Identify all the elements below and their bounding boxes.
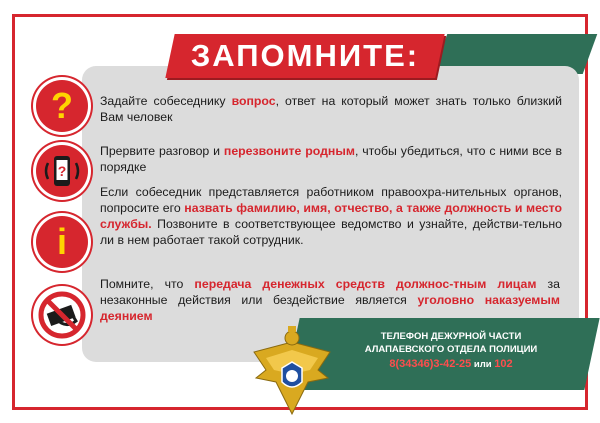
hotline-line2: АЛАПАЕВСКОГО ОТДЕЛА ПОЛИЦИИ — [364, 344, 538, 355]
tip-question-text: Задайте собеседнику — [100, 94, 232, 108]
question-glyph: ? — [51, 85, 73, 126]
tip-police-highlight: назвать фамилию, имя, отчество, а также должность и место службы. — [100, 201, 562, 231]
tip-bribery-text-2: за незаконные действия или бездействие является — [100, 277, 560, 307]
hotline-line1: ТЕЛЕФОН ДЕЖУРНОЙ ЧАСТИ — [380, 331, 522, 342]
tip-bribery — [100, 276, 560, 324]
tip-police-text: Если собеседник представляется работником правоохра-нительных органов, попросите его — [100, 185, 562, 215]
tip-police-check — [100, 184, 562, 248]
page-title: ЗАПОМНИТЕ: — [190, 38, 420, 73]
no-money-icon — [36, 289, 88, 341]
hotline-or: или — [471, 359, 495, 370]
phone-svg — [36, 145, 88, 197]
tip-callback-text-2: , чтобы убедиться, что с ними все в порядке — [100, 144, 562, 174]
tip-question-text-2: , ответ на который может знать только близкий Вам человек — [100, 94, 563, 124]
tip-bribery-text: Помните, что — [100, 277, 195, 291]
tip-question-highlight: вопрос — [231, 94, 276, 108]
no-money-svg — [36, 289, 88, 341]
tip-question — [100, 93, 562, 125]
tip-bribery-highlight: передача денежных средств должнос-тным лицам — [194, 277, 537, 291]
tip-bribery-highlight-2: уголовно наказуемым деянием — [100, 293, 560, 323]
tip-callback-highlight: перезвоните родным — [223, 144, 355, 158]
info-glyph: i — [56, 221, 67, 262]
hotline-phone: 8(34346)3-42-25 — [389, 358, 472, 370]
question-mark-icon — [36, 80, 88, 132]
tip-callback — [100, 143, 562, 175]
tip-callback-text: Прервите разговор и — [100, 144, 224, 158]
hotline-alt-phone: 102 — [494, 358, 513, 370]
tip-police-text-2: Позвоните в соответствующее ведомство и узнайте, действи-тельно ли в нем работает такой сотрудник. — [100, 217, 562, 247]
info-icon — [36, 216, 88, 268]
phone-call-icon — [36, 145, 88, 197]
hotline-phones — [318, 358, 584, 371]
svg-text:?: ? — [57, 163, 67, 179]
hotline-block — [318, 330, 584, 371]
